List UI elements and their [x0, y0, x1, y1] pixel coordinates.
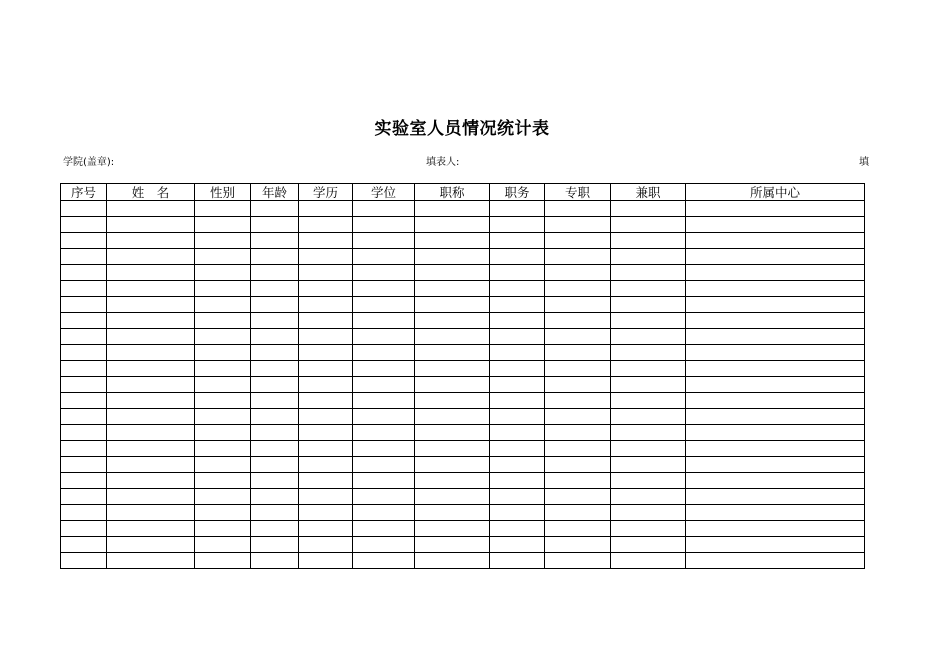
table-cell[interactable] [353, 409, 415, 425]
table-cell[interactable] [490, 377, 545, 393]
table-cell[interactable] [611, 265, 686, 281]
table-row [61, 345, 865, 361]
header-gender: 性别 [195, 184, 251, 201]
table-cell[interactable] [353, 489, 415, 505]
table-cell[interactable] [61, 425, 107, 441]
table-cell[interactable] [686, 313, 865, 329]
table-cell[interactable] [545, 457, 611, 473]
table-cell[interactable] [415, 297, 490, 313]
table-cell[interactable] [195, 393, 251, 409]
table-cell[interactable] [299, 537, 353, 553]
table-cell[interactable] [107, 217, 195, 233]
table-cell[interactable] [415, 473, 490, 489]
table-cell[interactable] [415, 329, 490, 345]
table-cell[interactable] [611, 521, 686, 537]
table-row [61, 409, 865, 425]
table-cell[interactable] [251, 313, 299, 329]
header-full-time: 专职 [545, 184, 611, 201]
table-cell[interactable] [61, 201, 107, 217]
table-cell[interactable] [251, 521, 299, 537]
table-cell[interactable] [415, 441, 490, 457]
table-cell[interactable] [490, 201, 545, 217]
table-cell[interactable] [611, 329, 686, 345]
table-cell[interactable] [545, 361, 611, 377]
table-cell[interactable] [415, 233, 490, 249]
table-row [61, 233, 865, 249]
table-cell[interactable] [490, 553, 545, 569]
college-seal-label: 学院(盖章): [63, 157, 115, 168]
table-cell[interactable] [353, 393, 415, 409]
table-cell[interactable] [299, 441, 353, 457]
table-cell[interactable] [545, 473, 611, 489]
table-row [61, 281, 865, 297]
table-cell[interactable] [251, 217, 299, 233]
table-cell[interactable] [415, 313, 490, 329]
table-cell[interactable] [107, 521, 195, 537]
table-cell[interactable] [415, 537, 490, 553]
table-cell[interactable] [299, 313, 353, 329]
table-cell[interactable] [353, 201, 415, 217]
table-row [61, 537, 865, 553]
table-cell[interactable] [299, 249, 353, 265]
table-cell[interactable] [299, 553, 353, 569]
table-cell[interactable] [686, 489, 865, 505]
table-cell[interactable] [61, 473, 107, 489]
table-cell[interactable] [686, 233, 865, 249]
table-cell[interactable] [353, 297, 415, 313]
table-cell[interactable] [353, 265, 415, 281]
table-cell[interactable] [251, 553, 299, 569]
table-cell[interactable] [686, 361, 865, 377]
table-cell[interactable] [251, 201, 299, 217]
table-cell[interactable] [299, 457, 353, 473]
table-cell[interactable] [353, 473, 415, 489]
table-cell[interactable] [195, 457, 251, 473]
table-cell[interactable] [251, 473, 299, 489]
table-cell[interactable] [353, 505, 415, 521]
table-cell[interactable] [415, 377, 490, 393]
table-cell[interactable] [107, 393, 195, 409]
table-cell[interactable] [61, 409, 107, 425]
table-cell[interactable] [195, 249, 251, 265]
table-cell[interactable] [545, 313, 611, 329]
table-cell[interactable] [107, 489, 195, 505]
table-cell[interactable] [545, 249, 611, 265]
table-cell[interactable] [195, 265, 251, 281]
table-cell[interactable] [611, 217, 686, 233]
table-cell[interactable] [195, 233, 251, 249]
staff-statistics-table [60, 183, 865, 569]
table-cell[interactable] [299, 265, 353, 281]
table-cell[interactable] [353, 457, 415, 473]
table-cell[interactable] [251, 329, 299, 345]
table-cell[interactable] [686, 249, 865, 265]
table-cell[interactable] [61, 553, 107, 569]
table-cell[interactable] [107, 233, 195, 249]
table-cell[interactable] [353, 313, 415, 329]
table-row [61, 393, 865, 409]
table-cell[interactable] [545, 345, 611, 361]
header-position: 职务 [490, 184, 545, 201]
table-cell[interactable] [299, 425, 353, 441]
table-cell[interactable] [686, 393, 865, 409]
table-cell[interactable] [611, 377, 686, 393]
table-cell[interactable] [490, 441, 545, 457]
table-cell[interactable] [195, 553, 251, 569]
table-cell[interactable] [299, 393, 353, 409]
table-cell[interactable] [251, 425, 299, 441]
table-cell[interactable] [611, 473, 686, 489]
table-cell[interactable] [545, 217, 611, 233]
table-cell[interactable] [686, 441, 865, 457]
table-cell[interactable] [545, 441, 611, 457]
table-cell[interactable] [611, 425, 686, 441]
table-cell[interactable] [251, 505, 299, 521]
table-cell[interactable] [251, 297, 299, 313]
header-professional-title: 职称 [415, 184, 490, 201]
table-cell[interactable] [299, 345, 353, 361]
table-row [61, 201, 865, 217]
table-cell[interactable] [61, 489, 107, 505]
table-cell[interactable] [353, 537, 415, 553]
table-cell[interactable] [353, 521, 415, 537]
table-cell[interactable] [299, 297, 353, 313]
table-cell[interactable] [545, 281, 611, 297]
table-cell[interactable] [251, 265, 299, 281]
table-cell[interactable] [490, 329, 545, 345]
table-cell[interactable] [107, 313, 195, 329]
table-cell[interactable] [61, 521, 107, 537]
table-cell[interactable] [686, 425, 865, 441]
table-cell[interactable] [61, 297, 107, 313]
table-cell[interactable] [195, 329, 251, 345]
table-cell[interactable] [299, 361, 353, 377]
table-cell[interactable] [611, 233, 686, 249]
table-cell[interactable] [686, 265, 865, 281]
table-cell[interactable] [611, 537, 686, 553]
table-cell[interactable] [415, 345, 490, 361]
table-cell[interactable] [490, 249, 545, 265]
table-cell[interactable] [611, 361, 686, 377]
table-cell[interactable] [61, 457, 107, 473]
table-cell[interactable] [107, 505, 195, 521]
table-cell[interactable] [686, 409, 865, 425]
table-cell[interactable] [195, 345, 251, 361]
table-cell[interactable] [545, 409, 611, 425]
table-cell[interactable] [490, 425, 545, 441]
table-cell[interactable] [686, 505, 865, 521]
table-cell[interactable] [299, 281, 353, 297]
table-cell[interactable] [299, 201, 353, 217]
table-cell[interactable] [415, 265, 490, 281]
table-cell[interactable] [686, 201, 865, 217]
table-cell[interactable] [545, 393, 611, 409]
table-cell[interactable] [195, 505, 251, 521]
table-cell[interactable] [299, 233, 353, 249]
header-serial-no: 序号 [61, 184, 107, 201]
header-name: 姓 名 [107, 184, 195, 201]
table-cell[interactable] [686, 537, 865, 553]
table-cell[interactable] [686, 297, 865, 313]
header-education: 学历 [299, 184, 353, 201]
table-cell[interactable] [61, 361, 107, 377]
page-title: 实验室人员情况统计表 [374, 119, 550, 139]
table-cell[interactable] [195, 489, 251, 505]
table-cell[interactable] [545, 537, 611, 553]
table-cell[interactable] [490, 345, 545, 361]
table-cell[interactable] [299, 473, 353, 489]
table-cell[interactable] [490, 265, 545, 281]
table-cell[interactable] [251, 377, 299, 393]
table-cell[interactable] [686, 345, 865, 361]
table-cell[interactable] [353, 377, 415, 393]
table-cell[interactable] [195, 361, 251, 377]
table-cell[interactable] [61, 505, 107, 521]
table-cell[interactable] [195, 217, 251, 233]
table-cell[interactable] [195, 441, 251, 457]
table-cell[interactable] [611, 441, 686, 457]
table-cell[interactable] [195, 377, 251, 393]
table-cell[interactable] [353, 425, 415, 441]
table-cell[interactable] [195, 297, 251, 313]
table-cell[interactable] [251, 489, 299, 505]
table-cell[interactable] [107, 265, 195, 281]
table-cell[interactable] [545, 201, 611, 217]
table-cell[interactable] [61, 393, 107, 409]
table-cell[interactable] [353, 441, 415, 457]
table-cell[interactable] [61, 233, 107, 249]
table-cell[interactable] [545, 297, 611, 313]
table-cell[interactable] [545, 233, 611, 249]
table-row [61, 473, 865, 489]
table-cell[interactable] [107, 345, 195, 361]
table-cell[interactable] [545, 553, 611, 569]
table-cell[interactable] [195, 425, 251, 441]
table-cell[interactable] [611, 393, 686, 409]
table-cell[interactable] [251, 345, 299, 361]
table-cell[interactable] [353, 345, 415, 361]
table-cell[interactable] [61, 217, 107, 233]
table-cell[interactable] [107, 425, 195, 441]
table-cell[interactable] [686, 329, 865, 345]
table-cell[interactable] [415, 489, 490, 505]
table-cell[interactable] [415, 457, 490, 473]
table-cell[interactable] [251, 441, 299, 457]
table-row [61, 521, 865, 537]
table-cell[interactable] [611, 313, 686, 329]
table-cell[interactable] [415, 393, 490, 409]
table-cell[interactable] [415, 425, 490, 441]
table-cell[interactable] [490, 281, 545, 297]
table-cell[interactable] [107, 409, 195, 425]
table-cell[interactable] [251, 361, 299, 377]
table-cell[interactable] [611, 457, 686, 473]
table-cell[interactable] [61, 537, 107, 553]
table-cell[interactable] [415, 521, 490, 537]
table-cell[interactable] [611, 489, 686, 505]
table-cell[interactable] [251, 537, 299, 553]
header-affiliated-center: 所属中心 [686, 184, 865, 201]
table-cell[interactable] [107, 249, 195, 265]
header-age: 年龄 [251, 184, 299, 201]
table-cell[interactable] [490, 313, 545, 329]
table-cell[interactable] [61, 281, 107, 297]
table-cell[interactable] [353, 249, 415, 265]
table-cell[interactable] [611, 249, 686, 265]
table-row [61, 265, 865, 281]
header-part-time: 兼职 [611, 184, 686, 201]
table-cell[interactable] [611, 505, 686, 521]
table-row [61, 505, 865, 521]
table-row [61, 297, 865, 313]
table-cell[interactable] [686, 457, 865, 473]
table-cell[interactable] [251, 233, 299, 249]
table-row [61, 553, 865, 569]
table-cell[interactable] [353, 233, 415, 249]
table-cell[interactable] [686, 473, 865, 489]
table-cell[interactable] [490, 537, 545, 553]
table-cell[interactable] [611, 201, 686, 217]
table-cell[interactable] [490, 233, 545, 249]
table-cell[interactable] [107, 537, 195, 553]
table-cell[interactable] [490, 409, 545, 425]
table-cell[interactable] [415, 553, 490, 569]
table-header-row [61, 184, 865, 201]
table-cell[interactable] [611, 281, 686, 297]
table-cell[interactable] [107, 361, 195, 377]
table-row [61, 425, 865, 441]
table-cell[interactable] [251, 457, 299, 473]
table-cell[interactable] [611, 345, 686, 361]
table-cell[interactable] [251, 281, 299, 297]
cut-off-label: 填 [859, 157, 869, 168]
table-cell[interactable] [195, 409, 251, 425]
table-row [61, 217, 865, 233]
table-cell[interactable] [490, 473, 545, 489]
header-degree: 学位 [353, 184, 415, 201]
table-cell[interactable] [353, 553, 415, 569]
table-cell[interactable] [490, 505, 545, 521]
table-cell[interactable] [686, 217, 865, 233]
table-cell[interactable] [490, 297, 545, 313]
table-cell[interactable] [490, 393, 545, 409]
table-cell[interactable] [251, 393, 299, 409]
table-cell[interactable] [299, 409, 353, 425]
table-cell[interactable] [107, 473, 195, 489]
table-cell[interactable] [611, 553, 686, 569]
table-cell[interactable] [611, 409, 686, 425]
table-cell[interactable] [686, 281, 865, 297]
table-cell[interactable] [415, 505, 490, 521]
table-cell[interactable] [545, 489, 611, 505]
table-cell[interactable] [299, 217, 353, 233]
table-cell[interactable] [686, 553, 865, 569]
table-cell[interactable] [686, 377, 865, 393]
table-cell[interactable] [299, 489, 353, 505]
table-cell[interactable] [490, 457, 545, 473]
table-cell[interactable] [415, 201, 490, 217]
table-row [61, 361, 865, 377]
table-cell[interactable] [61, 329, 107, 345]
table-row [61, 329, 865, 345]
table-cell[interactable] [545, 265, 611, 281]
table-cell[interactable] [107, 441, 195, 457]
table-cell[interactable] [490, 489, 545, 505]
table-cell[interactable] [545, 425, 611, 441]
table-cell[interactable] [545, 505, 611, 521]
table-cell[interactable] [299, 329, 353, 345]
table-cell[interactable] [195, 313, 251, 329]
table-cell[interactable] [353, 281, 415, 297]
table-cell[interactable] [415, 281, 490, 297]
table-cell[interactable] [545, 329, 611, 345]
table-cell[interactable] [61, 249, 107, 265]
table-cell[interactable] [61, 265, 107, 281]
table-cell[interactable] [353, 361, 415, 377]
table-cell[interactable] [490, 521, 545, 537]
table-cell[interactable] [107, 201, 195, 217]
table-cell[interactable] [545, 521, 611, 537]
table-cell[interactable] [611, 297, 686, 313]
table-cell[interactable] [107, 281, 195, 297]
table-cell[interactable] [61, 441, 107, 457]
table-row [61, 457, 865, 473]
table-cell[interactable] [490, 361, 545, 377]
table-cell[interactable] [353, 329, 415, 345]
table-cell[interactable] [107, 297, 195, 313]
table-row [61, 249, 865, 265]
table-cell[interactable] [415, 249, 490, 265]
table-cell[interactable] [107, 329, 195, 345]
table-cell[interactable] [61, 345, 107, 361]
table-cell[interactable] [61, 313, 107, 329]
table-row [61, 377, 865, 393]
table-cell[interactable] [107, 553, 195, 569]
table-cell[interactable] [299, 521, 353, 537]
table-row [61, 489, 865, 505]
table-cell[interactable] [107, 457, 195, 473]
table-cell[interactable] [299, 377, 353, 393]
table-row [61, 441, 865, 457]
table-cell[interactable] [686, 521, 865, 537]
table-cell[interactable] [61, 377, 107, 393]
table-body [61, 201, 865, 569]
table-cell[interactable] [415, 361, 490, 377]
table-cell[interactable] [490, 217, 545, 233]
table-cell[interactable] [195, 473, 251, 489]
table-cell[interactable] [415, 217, 490, 233]
table-cell[interactable] [251, 249, 299, 265]
table-row [61, 313, 865, 329]
table-cell[interactable] [251, 409, 299, 425]
table-cell[interactable] [545, 377, 611, 393]
table-cell[interactable] [195, 521, 251, 537]
table-cell[interactable] [195, 537, 251, 553]
form-filler-label: 填表人: [426, 157, 460, 168]
table-cell[interactable] [353, 217, 415, 233]
table-cell[interactable] [195, 281, 251, 297]
table-cell[interactable] [195, 201, 251, 217]
table-cell[interactable] [299, 505, 353, 521]
table-cell[interactable] [415, 409, 490, 425]
table-cell[interactable] [107, 377, 195, 393]
